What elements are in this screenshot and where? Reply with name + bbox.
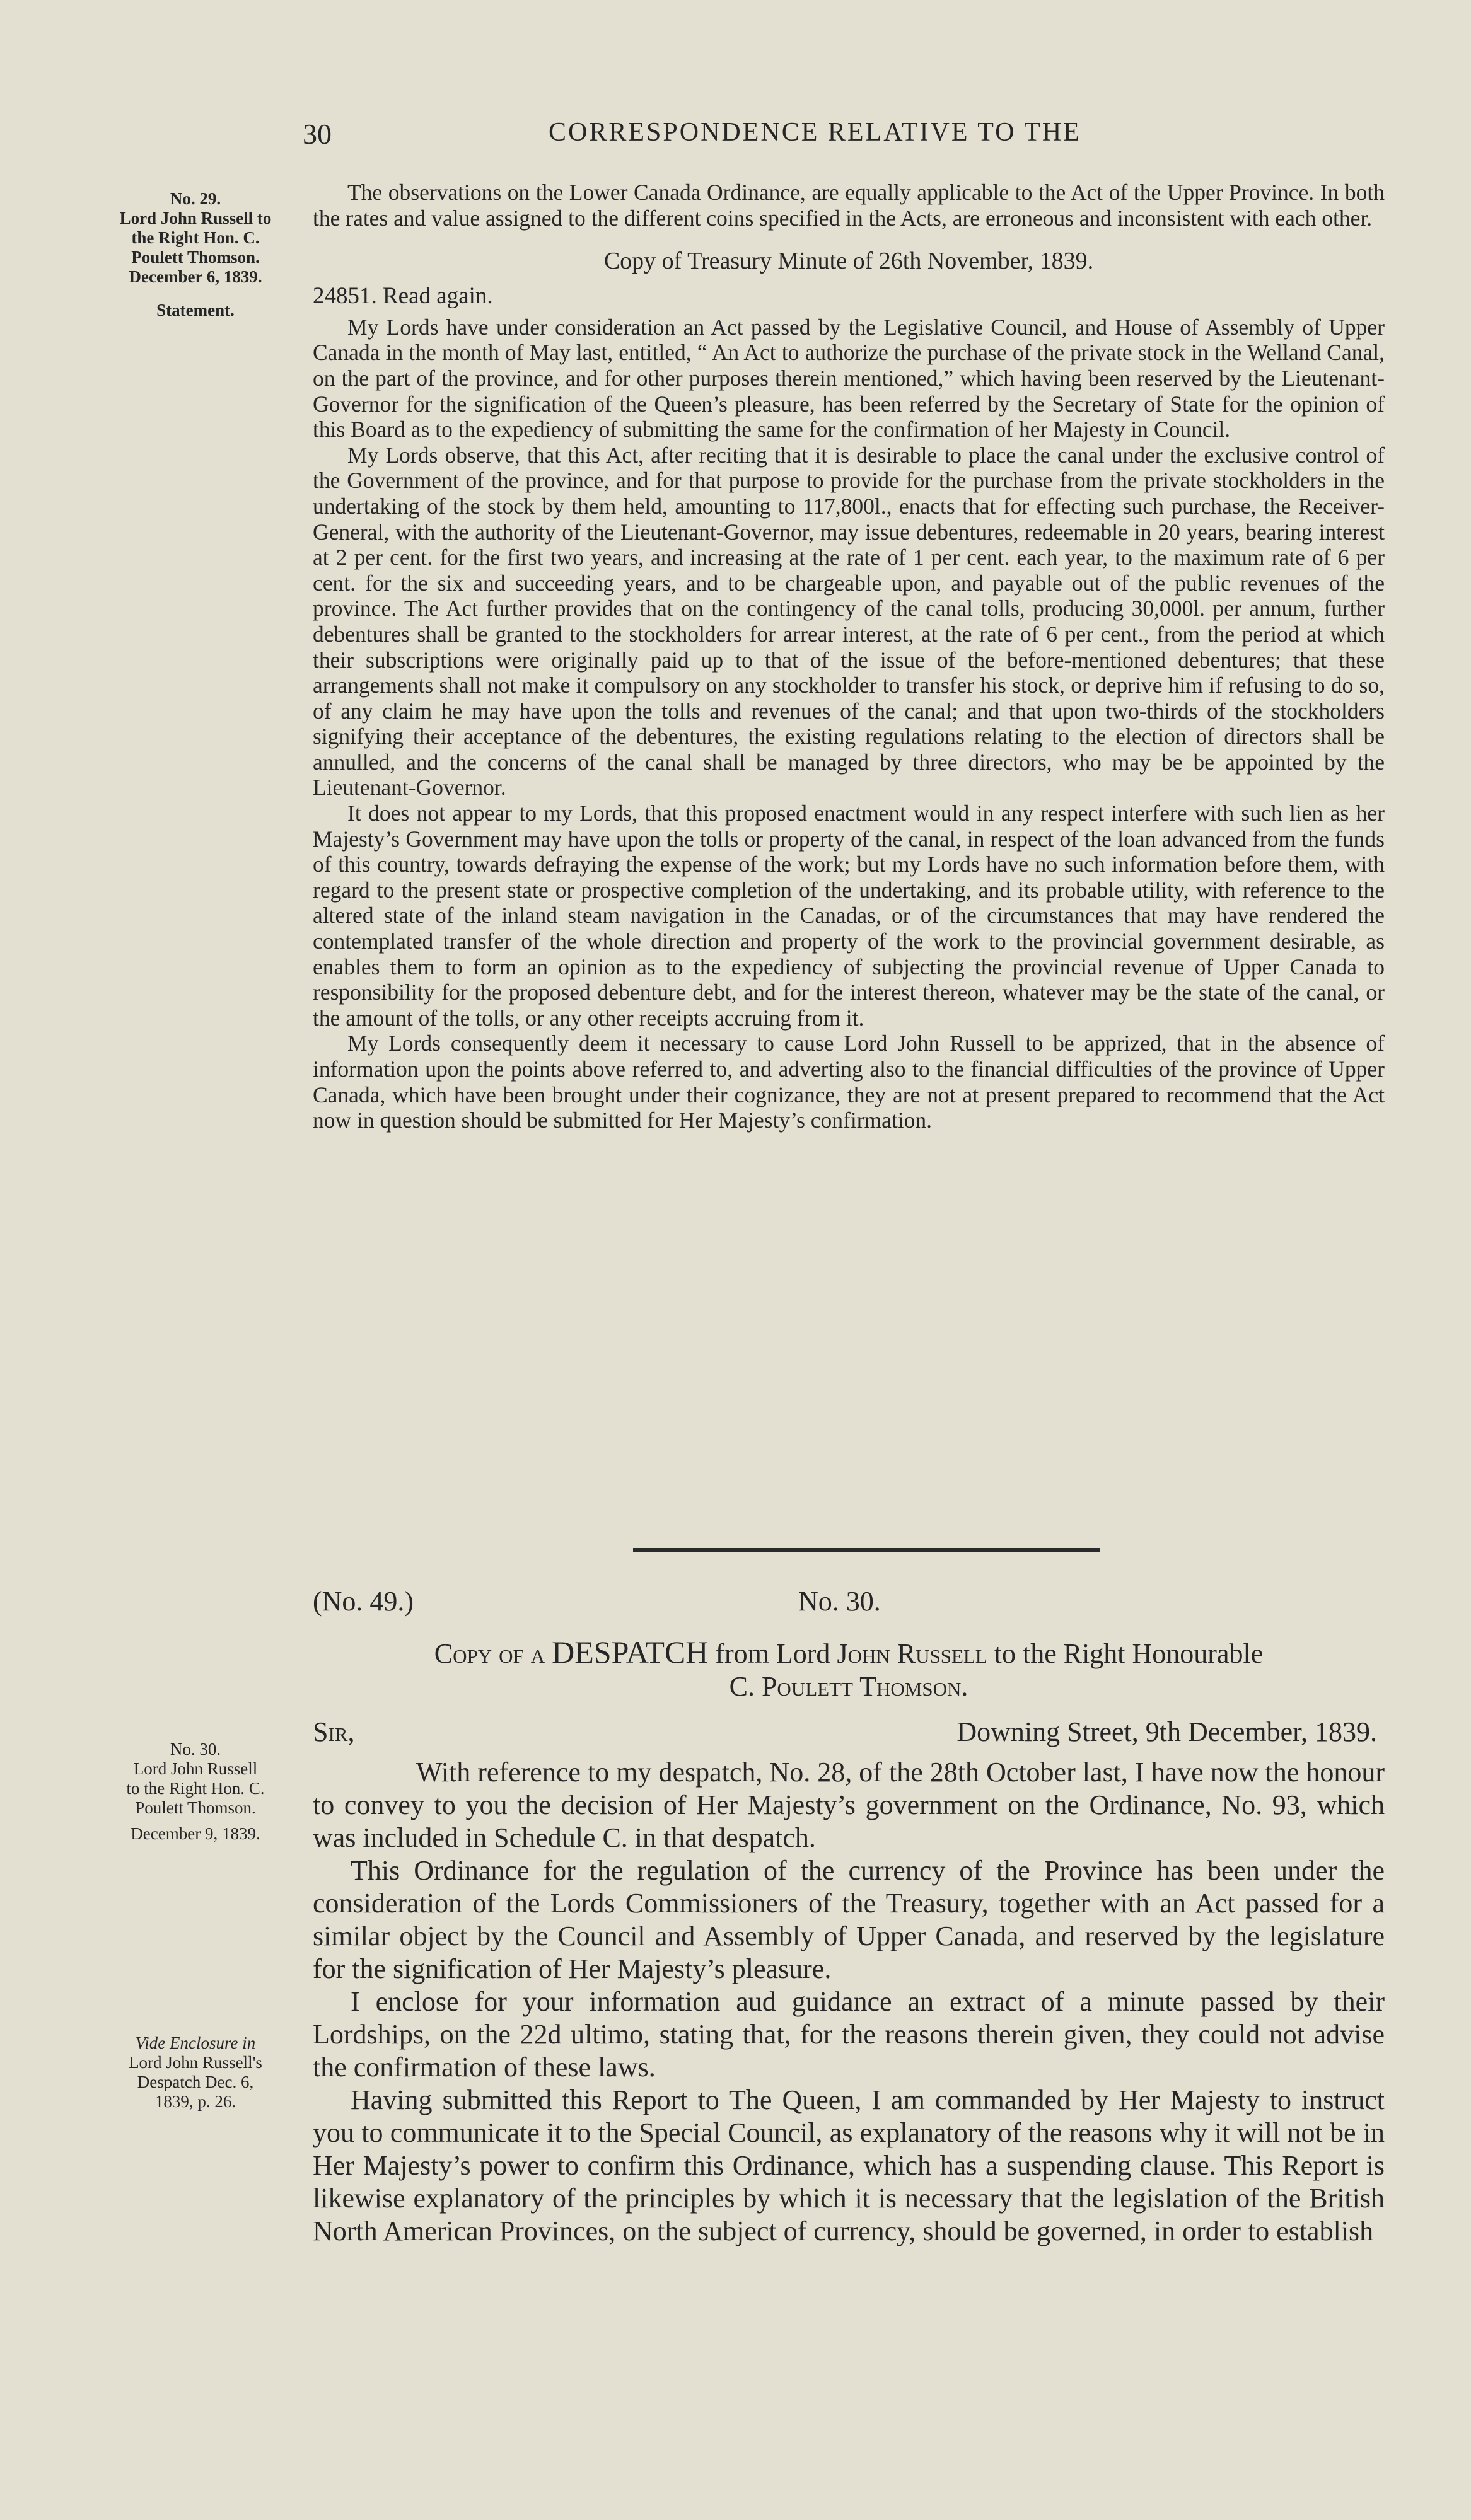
- margin-note-line: Vide Enclosure in: [135, 2033, 256, 2052]
- date-line: Downing Street, 9th December, 1839.: [956, 1716, 1377, 1747]
- margin-note-line: Poulett Thomson.: [135, 1798, 256, 1817]
- despatch-number-row: [313, 1585, 1385, 1624]
- margin-note-line: the Right Hon. C.: [131, 228, 260, 247]
- despatch-paragraph: With reference to my despatch, No. 28, of the 28th October last, I have now the honour to convey to you the decision of Her Majesty’s government on the Ordinance, No. 93, which was included in Schedule C. in that despatch.: [313, 1757, 1385, 1853]
- margin-note-line: Statement.: [156, 301, 235, 320]
- minute-paragraph: My Lords observe, that this Act, after reciting that it is desirable to place the canal under the exclusive control of the Government of the province, and for that purpose to provide for the purchase from the private stockholders in the undertaking of the stock by them held, amounting to 117,800l., enacts that for effecting such purchase, the Receiver-General, with the authority of the Lieutenant-Governor, may issue debentures, redeemable in 20 years, bearing interest at 2 per cent. for the first two years, and increasing at the rate of 1 per cent. each year, to the maximum rate of 6 per cent. for the six and succeeding years, and to be chargeable upon, and payable out of the public revenues of the province. The Act further provides that on the contingency of the canal tolls, producing 30,000l. per annum, further debentures shall be granted to the stockholders for arrear interest, at the rate of 6 per cent., from the period at which their subscriptions were originally paid up to that of the issue of the before-mentioned debentures; that these arrangements shall not make it compulsory on any stockholder to transfer his stock, or deprive him if refusing to do so, of any claim he may have upon the tolls and revenues of the canal; and that upon two-thirds of the stockholders signifying their acceptance of the debentures, the existing regulations relating to the election of directors shall be annulled, and the concerns of the canal shall be managed by three directors, who may be be appointed by the Lieutenant-Governor.: [313, 442, 1385, 801]
- minute-paragraph: My Lords have under consideration an Act passed by the Legislative Council, and House of Assembly of Upper Canada in the month of May last, entitled, “ An Act to authorize the purchase of the private stock in the Welland Canal, on the part of the province, and for other purposes therein mentioned,” which having been reserved by the Lieutenant-Governor for the signification of the Queen’s pleasure, has been referred by the Secretary of State for the opinion of this Board as to the expediency of submitting the same for the confirmation of her Majesty in Council.: [313, 314, 1385, 442]
- minute-paragraph: My Lords consequently deem it necessary to cause Lord John Russell to be apprized, that in the absence of information upon the points above referred to, and adverting also to the financial difficulties of the province of Upper Canada, which have been brought under their cognizance, they are not at present prepared to recommend that the Act now in question should be submitted for Her Majesty’s confirmation.: [313, 1031, 1385, 1133]
- despatch-paragraph: This Ordinance for the regulation of the currency of the Province has been under the consideration of the Lords Commissioners of the Treasury, together with an Act passed for a similar object by the Council and Assembly of Upper Canada, and reserved by the legislature for the signification of Her Majesty’s pleasure.: [313, 1855, 1385, 1984]
- title-sender: John Russell: [837, 1638, 987, 1669]
- margin-note-line: Lord John Russell: [133, 1759, 258, 1778]
- margin-note-line: Lord John Russell to: [119, 209, 272, 228]
- margin-note-vide: [88, 2033, 303, 2112]
- margin-note-line: December 6, 1839.: [129, 267, 262, 286]
- margin-note-line: to the Right Hon. C.: [126, 1779, 265, 1798]
- title-from: from Lord: [715, 1638, 830, 1669]
- margin-note-line: December 9, 1839.: [131, 1824, 260, 1843]
- intro-paragraph: The observations on the Lower Canada Ordinance, are equally applicable to the Act of the Upper Province. In both the rates and value assigned to the different coins specified in the Acts, are erroneous and inconsistent with each other.: [313, 180, 1385, 231]
- title-despatch: DESPATCH: [552, 1634, 709, 1670]
- page-header: [303, 117, 1400, 168]
- margin-note-line: Poulett Thomson.: [131, 248, 260, 267]
- salutation-row: [313, 1716, 1385, 1756]
- page-number: 30: [303, 118, 332, 150]
- treasury-minute-section: [313, 180, 1385, 1133]
- despatch-title: [313, 1636, 1385, 1703]
- title-to: to the Right Honourable: [994, 1638, 1264, 1669]
- margin-note-line: 1839, p. 26.: [154, 2092, 236, 2111]
- running-title: CORRESPONDENCE RELATIVE TO THE: [549, 118, 1081, 147]
- margin-note-line: No. 30.: [170, 1740, 221, 1759]
- minute-title: Copy of Treasury Minute of 26th November, 1839.: [603, 248, 1094, 275]
- despatch-paragraph: Having submitted this Report to The Queen, I am commanded by Her Majesty to instruct you to communicate it to the Special Council, as explanatory of the reasons why it will not be in Her Majesty’s power to confirm this Ordinance, which has a suspending clause. This Report is likewise explanatory of the principles by which it is necessary that the legislation of the British North American Provinces, on the subject of currency, should be governed, in order to establish: [313, 2084, 1385, 2246]
- margin-note-line: No. 29.: [170, 189, 221, 208]
- despatch-paragraph: I enclose for your information aud guidance an extract of a minute passed by their Lordships, on the 22d ultimo, stating that, for the reasons therein given, they could not advise the confirmation of these laws.: [313, 1986, 1385, 2083]
- margin-note-no30: [88, 1740, 303, 1844]
- despatch-section: [313, 1585, 1385, 2248]
- section-divider: [633, 1548, 1100, 1552]
- minute-paragraph: It does not appear to my Lords, that this proposed enactment would in any respect interfere with such lien as her Majesty’s Government may have upon the tolls or property of the canal, in respect of the loan advanced from the funds of this country, towards defraying the expense of the work; but my Lords have no such information before them, with regard to the present state or prospective completion of the undertaking, and its probable utility, with reference to the altered state of the inland steam navigation in the Canadas, or of the circumstances that may have rendered the contemplated transfer of the whole direction and property of the work to the provincial government desirable, as enables them to form an opinion as to the expediency of subjecting the provincial revenue of Upper Canada to responsibility for the proposed debenture debt, and for the interest thereon, whatever may be the state of the canal, or the amount of the tolls, or any other receipts accruing from it.: [313, 801, 1385, 1031]
- title-copy-of: Copy of a: [434, 1638, 545, 1669]
- salutation: Sir,: [313, 1716, 355, 1747]
- despatch-number: No. 30.: [798, 1586, 881, 1617]
- title-recipient: C. Poulett Thomson.: [729, 1671, 968, 1702]
- margin-note-line: Lord John Russell's: [129, 2053, 262, 2072]
- despatch-reference-number: (No. 49.): [313, 1586, 414, 1617]
- margin-note-no29: [88, 189, 303, 287]
- read-again-line: 24851. Read again.: [313, 283, 493, 309]
- margin-note-statement: [88, 301, 303, 320]
- margin-note-line: Despatch Dec. 6,: [137, 2072, 254, 2091]
